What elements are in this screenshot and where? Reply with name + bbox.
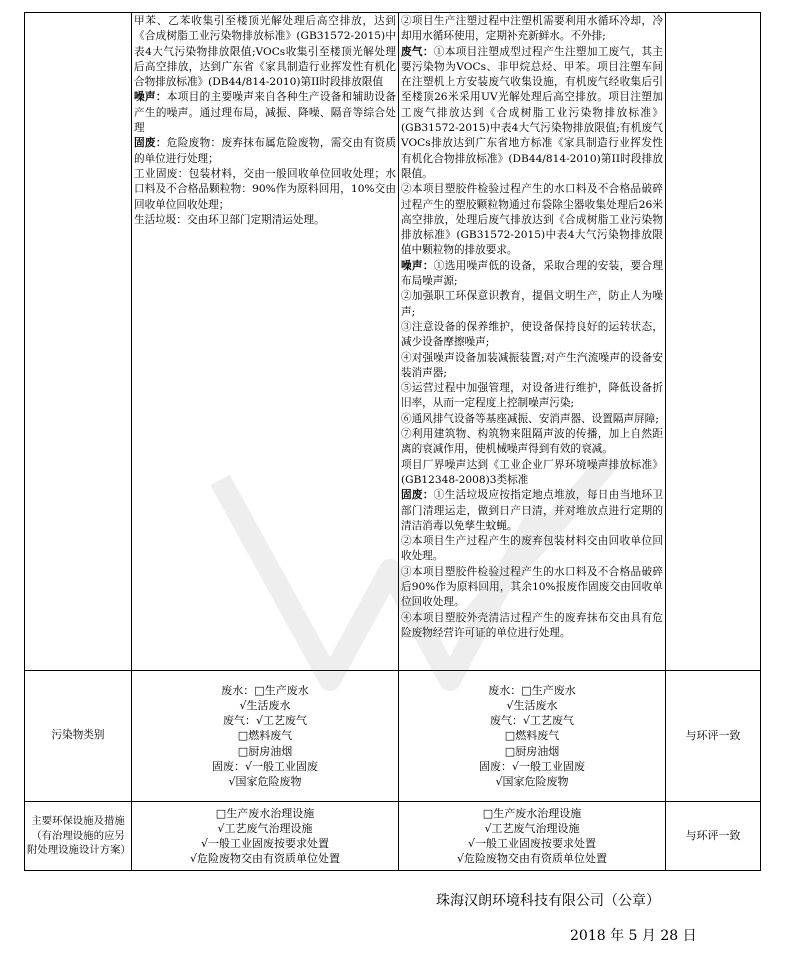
measure-paragraph xyxy=(401,534,663,565)
approved-measures-cell xyxy=(132,13,399,671)
measure-paragraph xyxy=(134,213,396,228)
facility-line: √一般工业固废按要求处置 xyxy=(200,837,329,850)
measure-text: ①选用噪声低的设备，采取合理的安装，要合理布局噪声源; xyxy=(401,259,664,288)
measure-paragraph xyxy=(401,381,663,412)
category-label: 废气： xyxy=(401,45,434,58)
facilities-label: 主要环保设施及措施（有治理设施的应另附处理设施设计方案） xyxy=(25,802,132,871)
measure-paragraph xyxy=(401,488,663,534)
measure-paragraph xyxy=(134,90,396,136)
measure-paragraph xyxy=(401,611,663,642)
measure-paragraph xyxy=(401,14,663,45)
measure-text: 甲苯、乙苯收集引至楼顶光解处理后高空排放，达到《合成树脂工业污染物排放标准》(GB31572-2015)中表4大气污染物排放限值;VOCs收集引至楼顶光解处理后高空排放，达到广东省《家具制造行业挥发性有机化合物排放标准》(DB44/814-2010)第II时段排放限值 xyxy=(134,15,396,89)
measure-text: ④对强噪声设备加装减振装置;对产生汽流噪声的设备安装消声器; xyxy=(401,351,663,379)
measure-paragraph xyxy=(401,289,663,320)
pollutant-line: □燃料废气 xyxy=(504,729,560,743)
facility-line: √危险废物交由有资质单位处置 xyxy=(189,852,340,866)
measure-paragraph xyxy=(401,259,663,290)
facility-line: √工艺废气治理设施 xyxy=(217,821,313,835)
pollutant-type-label: 污染物类别 xyxy=(25,671,132,802)
facility-line: □生产废水治理设施 xyxy=(215,806,315,820)
measure-paragraph xyxy=(401,320,663,351)
measure-text: 项目厂界噪声达到《工业企业厂界环境噪声排放标准》(GB12348-2008)3类标准 xyxy=(401,458,663,486)
facilities-result: 与环评一致 xyxy=(666,802,761,871)
measure-text: 生活垃圾：交由环卫部门定期清运处理。 xyxy=(134,213,325,226)
measure-paragraph xyxy=(401,412,663,427)
measure-text: ⑦利用建筑物、构筑物来阻隔声波的传播，加上自然距离的衰减作用，使机械噪声得到有效的衰减。 xyxy=(401,428,663,456)
measure-text: ①本项目注塑成型过程产生注塑加工废气，其主要污染物为VOCs、非甲烷总烃、甲苯。项目注塑车间在注塑机上方安装废气收集设施，有机废气经收集后引至楼顶26米采用UV光解处理后高空排放。项目注塑加工废气排放达到《合成树脂工业污染物排放标准》(GB31572-2015)中表4大气污染物排放限值;有机废气VOCs排放达到广东省地方标准《家具制造行业挥发性有机化合物排放标准》(DB44/814-2010)第II时段排放限值。 xyxy=(401,45,664,180)
facilities-approved xyxy=(132,802,399,871)
empty-label-cell xyxy=(25,13,132,671)
measure-text: ③本项目塑胶件检验过程产生的水口料及不合格品破碎后90%作为原料回用，其余10%报废作固废交由回收单位回收处理。 xyxy=(401,565,663,609)
measure-text: ④本项目塑胶外壳清洁过程产生的废弃抹布交由具有危险废物经营许可证的单位进行处理。 xyxy=(401,611,663,639)
pollutant-line: 废气：√工艺废气 xyxy=(222,714,307,728)
pollutant-line: 废水：□生产废水 xyxy=(488,683,576,697)
report-date: 2018 年 5 月 28 日 xyxy=(570,928,697,944)
pollutant-line: √生活废水 xyxy=(239,698,291,712)
pollutant-line: √国家危险废物 xyxy=(228,775,302,788)
measure-paragraph xyxy=(134,167,396,213)
pollutant-type-approved xyxy=(132,671,399,802)
empty-result-cell xyxy=(666,13,761,671)
implemented-measures-cell xyxy=(399,13,666,671)
facility-line: □生产废水治理设施 xyxy=(482,806,582,820)
pollutant-line: 废气：√工艺废气 xyxy=(489,714,574,728)
measure-paragraph xyxy=(134,136,396,167)
facility-line: √危险废物交由有资质单位处置 xyxy=(456,852,607,866)
measure-paragraph xyxy=(134,14,396,90)
pollutant-line: 固废：√一般工业固废 xyxy=(211,759,318,773)
measure-text: ⑥通风排气设备等基座减振、安消声器、设置隔声屏障; xyxy=(401,412,659,425)
category-label: 噪声： xyxy=(134,91,167,104)
measure-text: 本项目的主要噪声来自各种生产设备和辅助设备产生的噪声。通过理布局，减振、降噪、隔音等综合处理 xyxy=(134,91,397,135)
measure-text: ②项目生产注塑过程中注塑机需要利用水循环冷却，冷却用水循环使用，定期补充新鲜水。不外排; xyxy=(401,15,663,43)
measure-text: ③注意设备的保养维护，使设备保持良好的运转状态，减少设备摩擦噪声; xyxy=(401,320,663,349)
pollutant-line: √国家危险废物 xyxy=(495,775,569,788)
main-table xyxy=(24,12,761,871)
pollutant-type-implemented xyxy=(399,671,666,802)
category-label: 噪声： xyxy=(401,259,434,272)
facilities-row xyxy=(25,802,761,871)
facilities-implemented xyxy=(399,802,666,871)
pollutant-type-result: 与环评一致 xyxy=(666,671,761,802)
pollutant-line: □厨房油烟 xyxy=(237,744,293,758)
category-label: 固废： xyxy=(134,137,167,150)
measure-text: ②本项目生产过程产生的废弃包装材料交由回收单位回收处理。 xyxy=(401,535,663,563)
category-label: 固废： xyxy=(401,489,434,502)
measure-paragraph xyxy=(401,45,663,183)
measure-text: 危险废物：废弃抹布属危险废物，需交由有资质的单位进行处理； xyxy=(134,137,397,165)
pollutant-line: √生活废水 xyxy=(506,698,558,712)
pollutant-line: □燃料废气 xyxy=(237,729,293,743)
measure-text: 工业固废：包装材料，交由一般回收单位回收处理；水口料及不合格品颗粒物：90%作为原料回用，10%交由回收单位回收处理； xyxy=(134,167,396,211)
pollutant-line: 废水：□生产废水 xyxy=(221,683,309,697)
measure-text: ②本项目塑胶件检验过程产生的水口料及不合格品破碎过程产生的塑胶颗粒物通过布袋除尘器收集处理后26米高空排放，处理后废气排放达到《合成树脂工业污染物排放标准》(GB31572-2015)中表4大气污染物排放限值中颗粒物的排放要求。 xyxy=(401,183,663,257)
measure-paragraph xyxy=(401,182,663,258)
measure-paragraph xyxy=(401,351,663,382)
pollutant-type-row xyxy=(25,671,761,802)
facility-line: √一般工业固废按要求处置 xyxy=(467,837,596,850)
pollutant-line: 固废：√一般工业固废 xyxy=(478,759,585,773)
measure-text: ②加强职工环保意识教育，提倡文明生产，防止人为噪声; xyxy=(401,290,663,318)
measures-row xyxy=(25,13,761,671)
measure-text: ⑤运营过程中加强管理，对设备进行维护，降低设备折旧率，从而一定程度上控制噪声污染; xyxy=(401,382,663,410)
facility-line: √工艺废气治理设施 xyxy=(484,821,580,835)
pollutant-line: □厨房油烟 xyxy=(504,744,560,758)
measure-paragraph xyxy=(401,565,663,611)
company-seal-text: 珠海汉朗环境科技有限公司（公章） xyxy=(436,893,660,909)
measure-paragraph xyxy=(401,458,663,489)
measure-text: ①生活垃圾应按指定地点堆放，每日由当地环卫部门清理运走，做到日产日清，并对堆放点进行定期的清洁消毒以免孳生蚊蝇。 xyxy=(401,489,664,532)
measure-paragraph xyxy=(401,427,663,458)
